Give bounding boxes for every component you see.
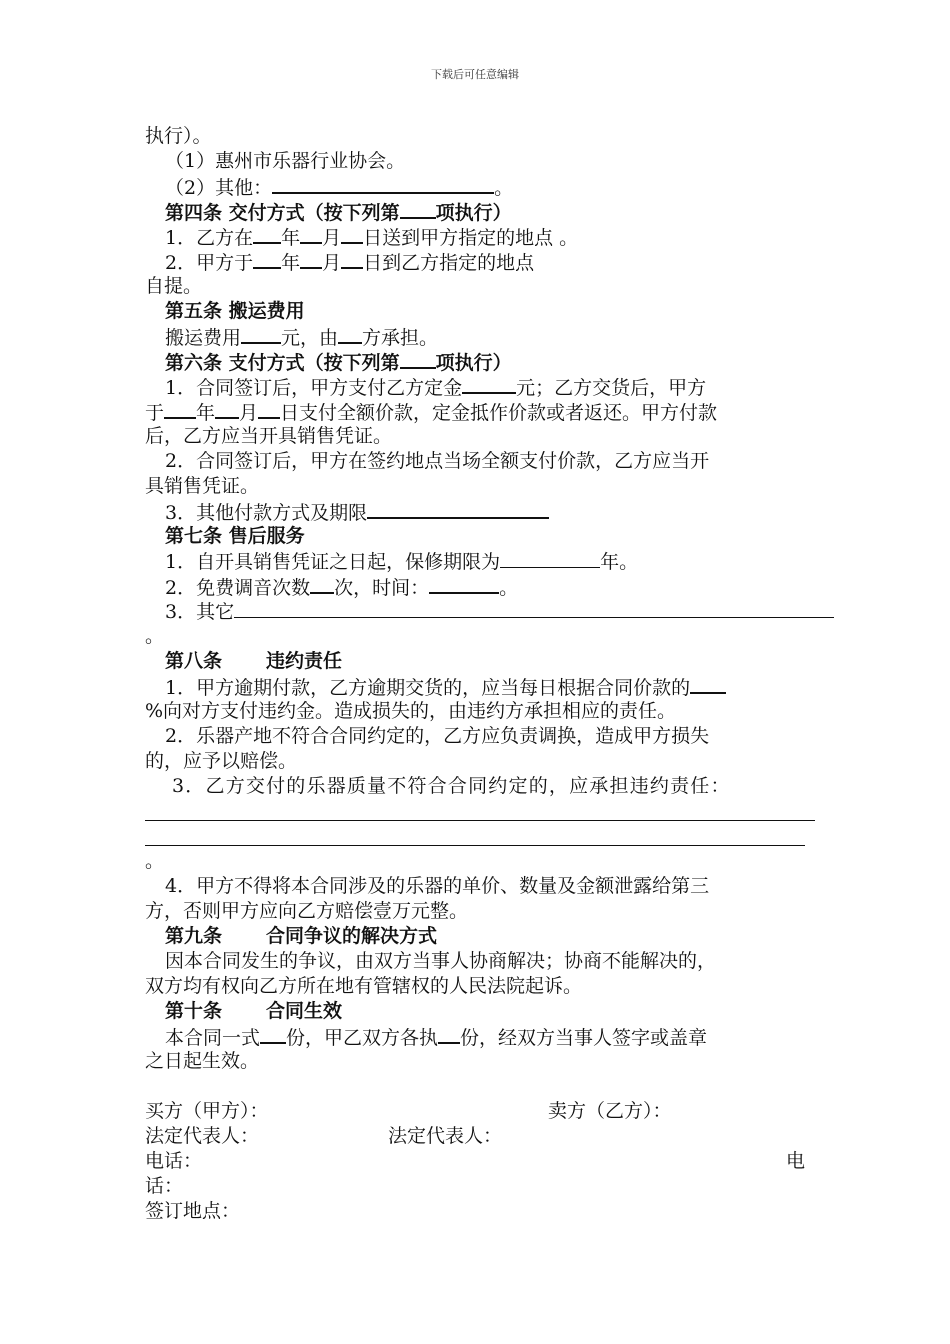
text-segment: 本合同一式 [165,1027,261,1049]
blank-field [500,549,600,568]
text-segment: 。 [499,577,519,599]
text-line: 因本合同发生的争议，由双方当事人协商解决；协商不能解决的， [165,950,717,972]
blank-field [241,324,281,344]
text-segment: 1．甲方逾期付款，乙方逾期交货的，应当每日根据合同价款的 [165,677,691,699]
blank-field [300,249,322,269]
blank-field [164,399,196,419]
text-segment: 搬运费用 [165,327,242,349]
blank-field [258,399,280,419]
text-segment: 次，时间： [334,577,430,599]
text-line: 。 [145,625,165,647]
blank-line [145,820,815,821]
text-line: 自提。 [145,275,203,297]
text-line [165,174,513,200]
text-line: 具销售凭证。 [145,475,260,497]
seller-phone-label: 电 [786,1150,806,1172]
text-segment: 1．乙方在 [165,227,254,249]
buyer-phone-label: 电话： [145,1150,203,1172]
text-segment: 年 [281,227,301,249]
text-segment: 第九条 [165,925,223,947]
text-segment: 份，经双方当事人签字或盖章 [460,1027,708,1049]
page-header: 下载后可任意编辑 [431,68,519,81]
text-line [165,224,578,250]
blank-line [145,845,805,846]
text-segment: 1．自开具销售凭证之日起，保修期限为 [165,551,501,573]
text-segment: 第八条 [165,650,223,672]
text-segment: 1．合同签订后，甲方支付乙方定金 [165,377,463,399]
text-segment: 第六条 支付方式（按下列第 [165,352,400,374]
blank-field [300,224,322,244]
text-line: 方，否则甲方应向乙方赔偿壹万元整。 [145,900,469,922]
blank-field [272,174,494,194]
text-segment: 第四条 交付方式（按下列第 [165,202,400,224]
blank-field [260,1024,286,1044]
text-line: 2．合同签订后，甲方在签约地点当场全额支付价款，乙方应当开 [165,450,710,472]
blank-field [400,199,436,219]
seller-label: 卖方（乙方）： [548,1100,672,1122]
text-segment: 月 [322,227,342,249]
blank-field [215,399,239,419]
text-segment: 违约责任 [266,650,343,672]
text-segment: 年。 [600,551,639,573]
text-line: 之日起生效。 [145,1050,260,1072]
text-segment: 。 [494,177,514,199]
text-segment: 年 [281,252,301,274]
blank-field [341,224,363,244]
text-segment: 于 [145,402,165,424]
text-segment: 年 [196,402,216,424]
buyer-label: 买方（甲方）： [145,1100,269,1122]
text-segment: 日送到甲方指定的地点 。 [363,227,579,249]
signing-place-label: 签订地点： [145,1200,241,1222]
seller-rep-label: 法定代表人： [388,1125,503,1147]
text-line [165,674,726,700]
text-line: %向对方支付违约金。造成损失的，由违约方承担相应的责任。 [145,700,677,722]
text-segment: （2）其他： [165,177,273,199]
text-line [165,574,518,600]
text-segment: 合同生效 [266,1000,343,1022]
text-segment: 日支付全额价款，定金抵作价款或者返还。甲方付款 [280,402,718,424]
article-5-title: 第五条 搬运费用 [165,300,305,322]
text-line [165,549,638,574]
text-segment: 2．甲方于 [165,252,254,274]
blank-field [462,374,516,394]
text-line [165,374,706,400]
text-line: （1）惠州市乐器行业协会。 [165,150,406,172]
text-segment: 第十条 [165,1000,223,1022]
text-line: 双方均有权向乙方所在地有管辖权的人民法院起诉。 [145,975,583,997]
text-line [145,399,717,425]
text-line: 后，乙方应当开具销售凭证。 [145,425,393,447]
text-segment: 项执行） [435,202,512,224]
text-segment: 份，甲乙双方各执 [286,1027,439,1049]
blank-field [438,1024,460,1044]
text-segment: 日到乙方指定的地点 [363,252,535,274]
article-7-title: 第七条 售后服务 [165,525,305,547]
seller-phone-label-cont: 话： [145,1175,184,1197]
text-line [165,499,549,525]
text-line [165,1024,707,1050]
text-segment: 3．其他付款方式及期限 [165,502,368,524]
text-line [165,249,534,275]
blank-field [253,224,281,244]
text-line: 3．乙方交付的乐器质量不符合合同约定的，应承担违约责任： [172,775,731,797]
article-9-title [165,924,437,948]
blank-field [400,349,436,369]
blank-field [234,599,834,618]
blank-field [690,674,726,694]
text-segment: 项执行） [435,352,512,374]
text-segment: 合同争议的解决方式 [266,925,438,947]
text-segment: 元；乙方交货后，甲方 [516,377,707,399]
text-segment: 月 [322,252,342,274]
blank-field [341,249,363,269]
blank-field [310,574,334,594]
text-line: 4．甲方不得将本合同涉及的乐器的单价、数量及金额泄露给第三 [165,875,710,897]
article-8-title [165,649,342,673]
text-segment: 月 [239,402,259,424]
article-10-title [165,999,342,1023]
text-line: 执行）。 [145,125,212,147]
text-segment: 2．免费调音次数 [165,577,311,599]
blank-field [338,324,362,344]
text-line [165,599,834,624]
blank-field [429,574,499,594]
buyer-rep-label: 法定代表人： [145,1125,260,1147]
text-line: 的，应予以赔偿。 [145,750,298,772]
blank-field [367,499,549,519]
article-6-title [165,349,512,375]
text-line [165,324,438,350]
article-4-title [165,199,512,225]
text-line: 。 [145,850,165,872]
text-segment: 元，由 [281,327,339,349]
text-segment: 3．其它 [165,601,235,623]
text-segment: 方承担。 [362,327,439,349]
text-line: 2．乐器产地不符合合同约定的，乙方应负责调换，造成甲方损失 [165,725,710,747]
blank-field [253,249,281,269]
